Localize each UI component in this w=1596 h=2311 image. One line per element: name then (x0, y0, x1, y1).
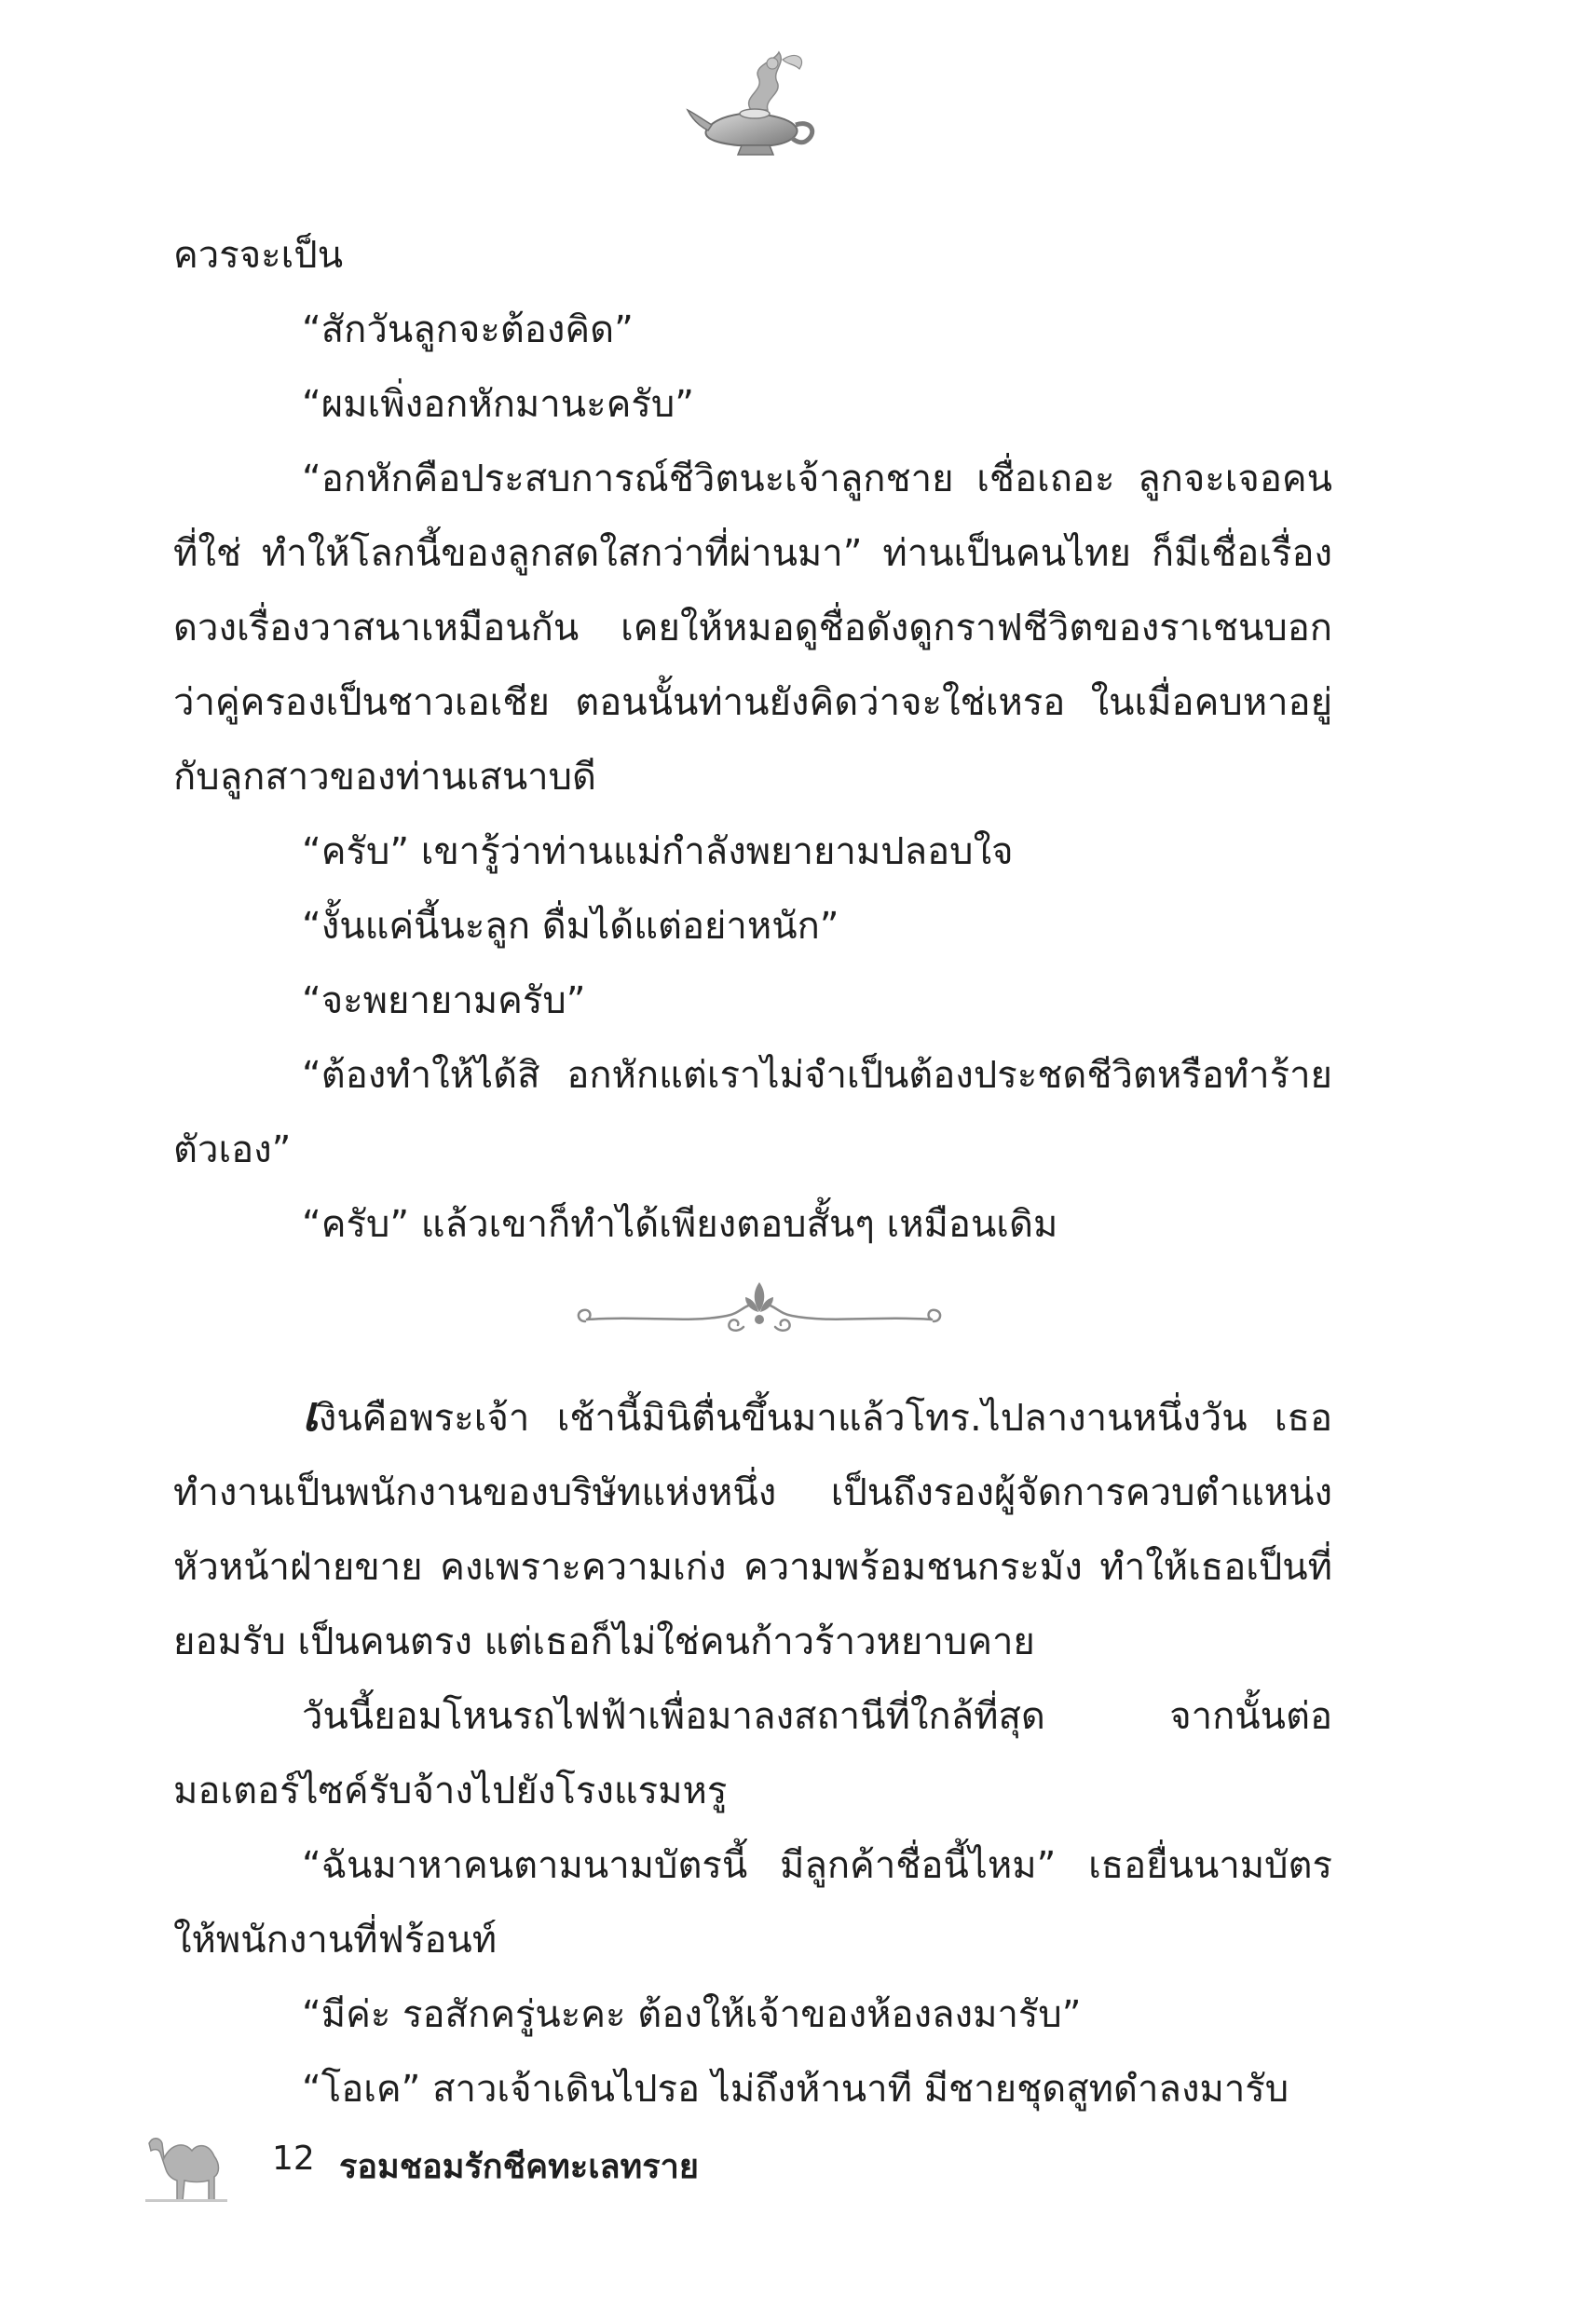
paragraph: ควรจะเป็น (173, 234, 344, 277)
paragraph: “มีค่ะ รอสักครู่นะคะ ต้องให้เจ้าของห้องลงมารับ” (302, 1993, 1082, 2036)
genie-lamp-icon (686, 45, 825, 166)
paragraph: วันนี้ยอมโหนรถไฟฟ้าเพื่อมาลงสถานีที่ใกล้ที่สุด จากนั้นต่อมอเตอร์ไซค์รับจ้างไปยังโรงแรมหรู (173, 1695, 1332, 1812)
paragraph: “สักวันลูกจะต้องคิด” (302, 308, 634, 351)
drop-cap: เ (302, 1386, 319, 1443)
paragraph-text: งินคือพระเจ้า เช้านี้มินิตื่นขึ้นมาแล้วโทร.ไปลางานหนึ่งวัน เธอทำงานเป็นพนักงานของบริษัทแห่งหนึ่ง เป็นถึงรองผู้จัดการควบตำแหน่งหัวหน้าฝ่ายขาย คงเพราะความเก่ง ความพร้อมชนกระมัง ทำให้เธอเป็นที่ยอมรับ เป็นคนตรง แต่เธอก็ไม่ใช่คนก้าวร้าวหยาบคาย (173, 1397, 1332, 1663)
text-section-two (173, 1377, 1332, 2126)
paragraph: “ครับ” เขารู้ว่าท่านแม่กำลังพยายามปลอบใจ (302, 830, 1014, 873)
paragraph: “ครับ” แล้วเขาก็ทำได้เพียงตอบสั้นๆ เหมือนเดิม (302, 1203, 1058, 1246)
ornamental-divider (568, 1279, 950, 1346)
paragraph: “ฉันมาหาคนตามนามบัตรนี้ มีลูกค้าชื่อนี้ไหม” เธอยื่นนามบัตรให้พนักงานที่ฟร้อนท์ (173, 1844, 1332, 1962)
page-footer (140, 2115, 792, 2208)
paragraph: “งั้นแค่นี้นะลูก ดื่มได้แต่อย่าหนัก” (302, 905, 839, 948)
paragraph: “อกหักคือประสบการณ์ชีวิตนะเจ้าลูกชาย เชื่อเถอะ ลูกจะเจอคนที่ใช่ ทำให้โลกนี้ของลูกสดใสกว่าที่ผ่านมา” ท่านเป็นคนไทย ก็มีเชื่อเรื่องดวงเรื่องวาสนาเหมือนกัน เคยให้หมอดูชื่อดังดูกราฟชีวิตของราเชนบอกว่าคู่ครองเป็นชาวเอเชีย ตอนนั้นท่านยังคิดว่าจะใช่เหรอ ในเมื่อคบหาอยู่กับลูกสาวของท่านเสนาบดี (173, 458, 1332, 799)
camel-icon (140, 2115, 233, 2208)
paragraph (173, 1377, 1332, 1679)
book-title: รอมชอมรักชีคทะเลทราย (339, 2148, 699, 2186)
page-number: 12 (272, 2140, 315, 2178)
paragraph: “จะพยายามครับ” (302, 979, 586, 1022)
paragraph: “โอเค” สาวเจ้าเดินไปรอ ไม่ถึงห้านาที มีชายชุดสูทดำลงมารับ (302, 2068, 1289, 2111)
text-section-one (173, 218, 1332, 1262)
paragraph: “ต้องทำให้ได้สิ อกหักแต่เราไม่จำเป็นต้องประชดชีวิตหรือทำร้ายตัวเอง” (173, 1054, 1332, 1171)
paragraph: “ผมเพิ่งอกหักมานะครับ” (302, 383, 694, 426)
